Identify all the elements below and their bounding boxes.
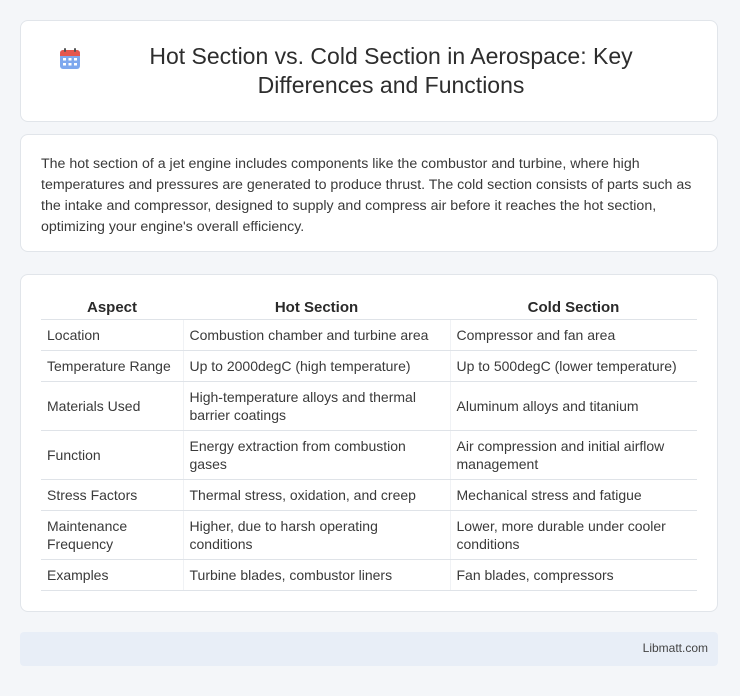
cell-hot: Up to 2000degC (high temperature) <box>183 351 450 382</box>
cell-aspect: Materials Used <box>41 382 183 431</box>
cell-cold: Mechanical stress and fatigue <box>450 480 697 511</box>
comparison-table <box>41 295 697 591</box>
cell-hot: Turbine blades, combustor liners <box>183 560 450 591</box>
footer-bar <box>20 632 718 666</box>
cell-aspect: Examples <box>41 560 183 591</box>
title-card <box>20 20 718 122</box>
cell-aspect: Location <box>41 320 183 351</box>
cell-cold: Aluminum alloys and titanium <box>450 382 697 431</box>
intro-paragraph: The hot section of a jet engine includes components like the combustor and turbine, where high temperatures and pressures are generated to produce thrust. The cold section consists of parts such as the intake and compressor, designed to supply and compress air before it reaches the hot section, optimizing your engine's overall efficiency. <box>41 156 692 235</box>
table-row <box>41 320 697 351</box>
title-wrap <box>59 42 679 100</box>
cell-aspect: Maintenance Frequency <box>41 511 183 560</box>
cell-cold: Lower, more durable under cooler conditions <box>450 511 697 560</box>
footer-site-link[interactable]: Libmatt.com <box>642 641 708 655</box>
table-card <box>20 274 718 612</box>
table-row <box>41 560 697 591</box>
cell-cold: Up to 500degC (lower temperature) <box>450 351 697 382</box>
cell-aspect: Stress Factors <box>41 480 183 511</box>
cell-aspect: Function <box>41 431 183 480</box>
header-aspect: Aspect <box>41 295 183 320</box>
table-row <box>41 480 697 511</box>
intro-card <box>20 134 718 252</box>
table-row <box>41 511 697 560</box>
cell-cold: Compressor and fan area <box>450 320 697 351</box>
table-row <box>41 431 697 480</box>
header-hot-section: Hot Section <box>183 295 450 320</box>
table-header-row <box>41 295 697 320</box>
cell-aspect: Temperature Range <box>41 351 183 382</box>
cell-hot: Thermal stress, oxidation, and creep <box>183 480 450 511</box>
cell-hot: Higher, due to harsh operating conditions <box>183 511 450 560</box>
cell-hot: High-temperature alloys and thermal barrier coatings <box>183 382 450 431</box>
header-cold-section: Cold Section <box>450 295 697 320</box>
cell-hot: Combustion chamber and turbine area <box>183 320 450 351</box>
cell-cold: Air compression and initial airflow management <box>450 431 697 480</box>
table-row <box>41 351 697 382</box>
table-row <box>41 382 697 431</box>
calendar-icon <box>59 48 81 70</box>
page-title: Hot Section vs. Cold Section in Aerospace: Key Differences and Functions <box>149 43 633 98</box>
cell-hot: Energy extraction from combustion gases <box>183 431 450 480</box>
cell-cold: Fan blades, compressors <box>450 560 697 591</box>
